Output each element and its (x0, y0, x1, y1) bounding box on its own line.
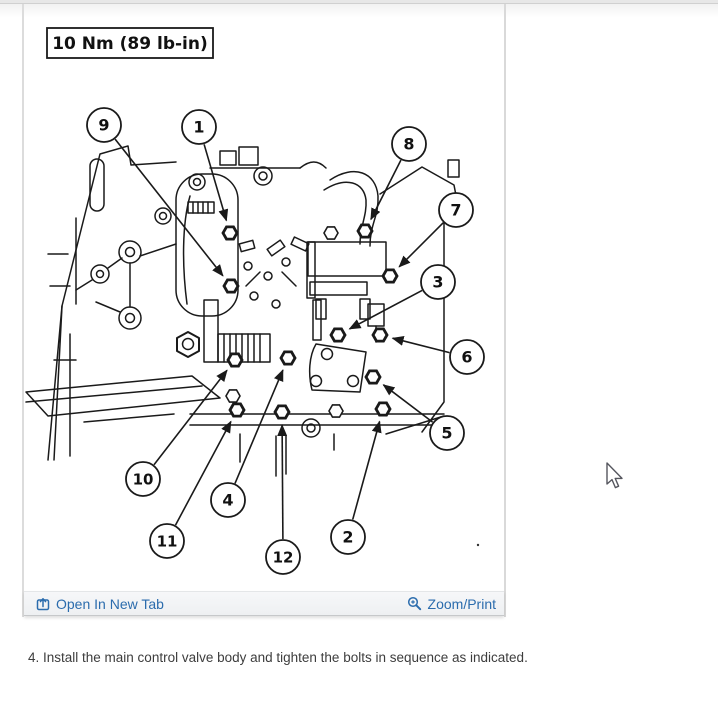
bolt-10 (228, 354, 242, 366)
callout-number-3: 3 (432, 272, 444, 292)
callout-11 (150, 404, 244, 558)
torque-spec-text: 10 Nm (89 lb-in) (52, 34, 208, 54)
zoom-icon (407, 596, 422, 611)
open-in-new-tab-icon (36, 597, 50, 611)
bolt-plain (329, 405, 343, 417)
callout-number-2: 2 (342, 527, 354, 547)
leader-arrow-2 (353, 422, 380, 520)
leader-arrow-5 (383, 385, 432, 422)
bolt-4 (281, 352, 295, 364)
callout-number-10: 10 (132, 470, 154, 489)
bolt-7 (383, 270, 397, 282)
transaxle-line-art (26, 146, 479, 546)
bolt-3 (331, 329, 345, 341)
torque-spec-label (47, 28, 213, 58)
bolt-12 (275, 406, 289, 418)
figure-panel (22, 4, 506, 617)
bolt-11 (230, 404, 244, 416)
mouse-cursor (605, 462, 627, 492)
leader-arrow-8 (371, 160, 401, 219)
callout-8 (358, 127, 426, 237)
callout-number-12: 12 (272, 548, 294, 567)
bolt-plain (226, 390, 240, 402)
step-caption: 4. Install the main control valve body and tighten the bolts in sequence as indicated. (28, 650, 528, 665)
leader-arrow-12 (282, 425, 283, 539)
callout-9 (87, 108, 238, 292)
callout-number-4: 4 (222, 490, 234, 510)
leader-arrow-7 (399, 223, 443, 267)
callout-number-11: 11 (156, 532, 178, 551)
callout-6 (373, 329, 484, 374)
callout-number-9: 9 (98, 115, 110, 135)
callout-number-7: 7 (450, 200, 462, 220)
valve-body-diagram (24, 4, 504, 591)
callout-number-1: 1 (193, 117, 205, 137)
open-in-new-tab-link[interactable] (36, 596, 164, 612)
callout-number-5: 5 (441, 423, 453, 443)
bolt-9 (224, 280, 238, 292)
bolt-1 (223, 227, 237, 239)
bolt-8 (358, 225, 372, 237)
zoom-print-link[interactable] (407, 596, 496, 612)
callout-number-6: 6 (461, 347, 473, 367)
leader-arrow-6 (393, 338, 450, 352)
open-in-new-tab-label: Open In New Tab (56, 595, 164, 612)
bolt-6 (373, 329, 387, 341)
zoom-print-label: Zoom/Print (427, 595, 496, 612)
bolt-callouts (87, 108, 484, 574)
bolt-plain (324, 227, 338, 239)
callout-number-8: 8 (403, 134, 415, 154)
bolt-5 (366, 371, 380, 383)
bolt-2 (376, 403, 390, 415)
callout-12 (266, 406, 300, 574)
leader-arrow-9 (115, 139, 223, 276)
figure-toolbar (24, 591, 504, 616)
